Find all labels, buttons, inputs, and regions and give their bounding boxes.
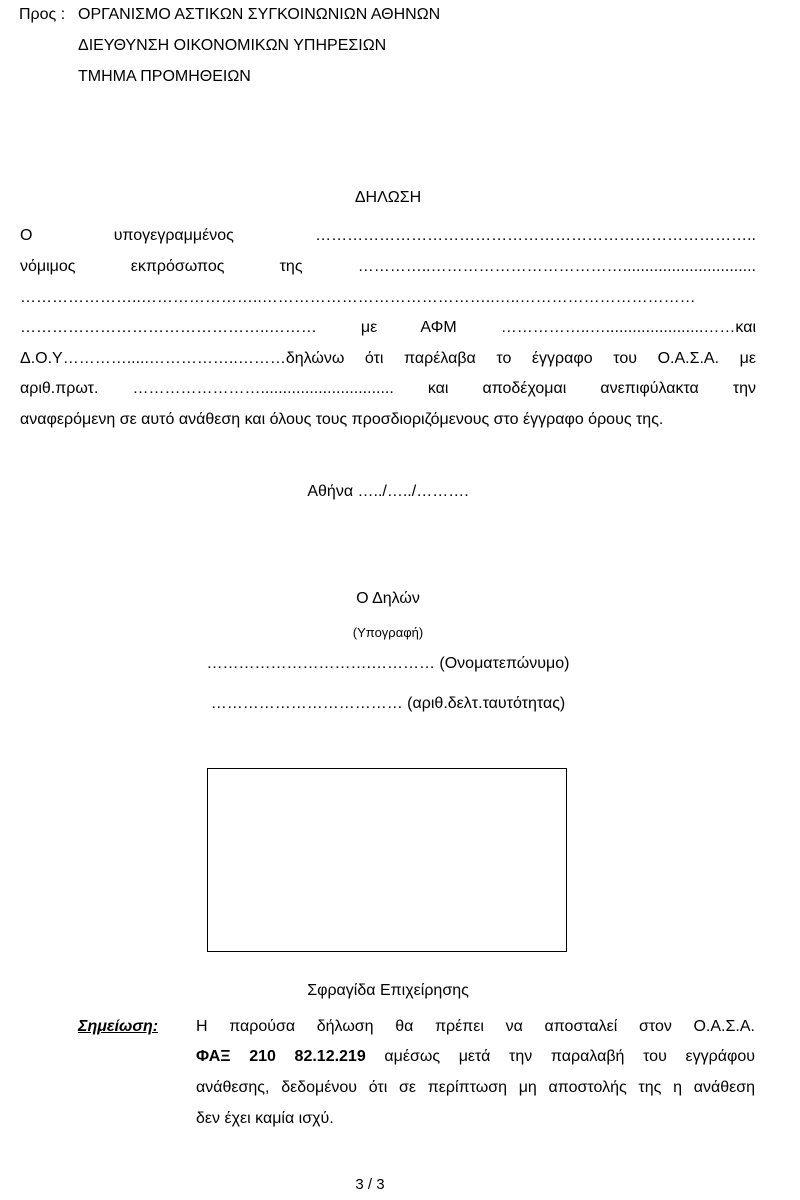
note-line-2: [196, 1048, 755, 1066]
body-word: ΑΦΜ: [420, 319, 457, 336]
note-word: παρούσα: [229, 1018, 296, 1035]
note-word: ανάθεσης,: [196, 1079, 270, 1096]
body-word: εκπρόσωπος: [130, 258, 225, 275]
body-word: υπογεγραμμένος: [113, 227, 234, 244]
body-word: έγγραφο: [531, 350, 593, 367]
body-word: του: [613, 350, 637, 367]
note-word: Η: [196, 1018, 208, 1035]
fax-number-part: 210: [249, 1048, 276, 1065]
body-line-6: [20, 380, 756, 398]
recipient-line-2: ΔΙΕΥΘΥΝΣΗ ΟΙΚΟΝΟΜΙΚΩΝ ΥΠΗΡΕΣΙΩΝ: [78, 37, 387, 54]
fill-in-blank: ………………………………………………………………………..: [315, 227, 756, 244]
recipient-line-3: ΤΜΗΜΑ ΠΡΟΜΗΘΕΙΩΝ: [78, 68, 251, 85]
body-word: Ο: [20, 227, 33, 244]
note-word: στον: [638, 1018, 672, 1035]
note-line-4: δεν έχει καμία ισχύ.: [196, 1110, 334, 1127]
body-word: ότι: [364, 350, 384, 367]
body-word: αριθ.πρωτ.: [20, 380, 99, 397]
body-word: της: [279, 258, 303, 275]
note-word: της: [638, 1079, 662, 1096]
note-word: την: [509, 1048, 533, 1065]
note-word: δεδομένου: [281, 1079, 358, 1096]
body-word: την: [732, 380, 757, 397]
recipient-label: Προς :: [19, 6, 66, 23]
fax-number-part: 82.12.219: [294, 1048, 366, 1065]
note-word: αμέσως: [384, 1048, 441, 1065]
body-word: με: [739, 350, 756, 367]
body-word: το: [496, 350, 512, 367]
note-word: αποσταλεί: [544, 1018, 618, 1035]
note-word: πρέπει: [434, 1018, 484, 1035]
stamp-caption: Σφραγίδα Επιχείρησης: [307, 982, 469, 999]
body-word: παρέλαβα: [404, 350, 476, 367]
note-word: μη: [518, 1079, 537, 1096]
fill-in-blank: ………………………………………..………: [20, 319, 317, 336]
fill-in-blank: ……………..…......................……και: [500, 319, 757, 336]
body-line-4: [20, 319, 756, 337]
note-word: εγγράφου: [685, 1048, 755, 1065]
body-word: Δ.Ο.Υ………….....……………..………δηλώνω: [20, 350, 345, 367]
date-line: Αθήνα …../…../……….: [307, 483, 469, 500]
body-word: αποδέχομαι: [482, 380, 567, 397]
fax-label: ΦΑΞ: [196, 1048, 231, 1065]
body-line-7: αναφερόμενη σε αυτό ανάθεση και όλους τους προσδιοριζόμενους στο έγγραφο όρους της.: [20, 411, 664, 428]
note-word: μετά: [458, 1048, 491, 1065]
body-word: με: [360, 319, 378, 336]
note-label: Σημείωση:: [78, 1018, 159, 1035]
note-word: ανάθεση: [693, 1079, 755, 1096]
note-word: δήλωση: [316, 1018, 374, 1035]
body-word: νόμιμος: [20, 258, 76, 275]
note-word: σε: [399, 1079, 417, 1096]
note-word: να: [505, 1018, 523, 1035]
note-word: η: [673, 1079, 682, 1096]
fill-in-blank: …………………..…………………..……………………………………..…..……………………………: [20, 289, 696, 306]
declarant-label: Ο Δηλών: [356, 590, 420, 607]
body-line-3: [20, 289, 696, 307]
id-card-line: ……………………………… (αριθ.δελτ.ταυτότητας): [210, 695, 566, 712]
recipient-line-1: ΟΡΓΑΝΙΣΜΟ ΑΣΤΙΚΩΝ ΣΥΓΚΟΙΝΩΝΙΩΝ ΑΘΗΝΩΝ: [78, 6, 441, 23]
fill-in-blank: ……………………..............................: [132, 380, 394, 397]
note-word: αποστολής: [548, 1079, 627, 1096]
company-stamp-box: [207, 768, 567, 952]
note-word: του: [643, 1048, 667, 1065]
note-word: θα: [395, 1018, 414, 1035]
fill-in-blank: …………..………………………………..............................: [357, 258, 756, 275]
name-line: ………………………….………… (Ονοματεπώνυμο): [206, 655, 570, 672]
body-word: και: [427, 380, 449, 397]
note-line-1: [196, 1018, 755, 1036]
note-word: ότι: [368, 1079, 388, 1096]
body-line-2: [20, 258, 756, 276]
note-line-3: [196, 1079, 755, 1097]
body-word: ανεπιφύλακτα: [600, 380, 699, 397]
note-word: παραλαβή: [550, 1048, 625, 1065]
page-number: 3 / 3: [355, 1176, 385, 1193]
note-word: περίπτωση: [427, 1079, 507, 1096]
body-line-1: [20, 227, 756, 245]
body-word: Ο.Α.Σ.Α.: [657, 350, 720, 367]
note-word: Ο.Α.Σ.Α.: [693, 1018, 755, 1035]
signature-hint: (Υπογραφή): [352, 625, 424, 640]
document-title: ΔΗΛΩΣΗ: [354, 189, 422, 206]
body-line-5: [20, 350, 756, 368]
